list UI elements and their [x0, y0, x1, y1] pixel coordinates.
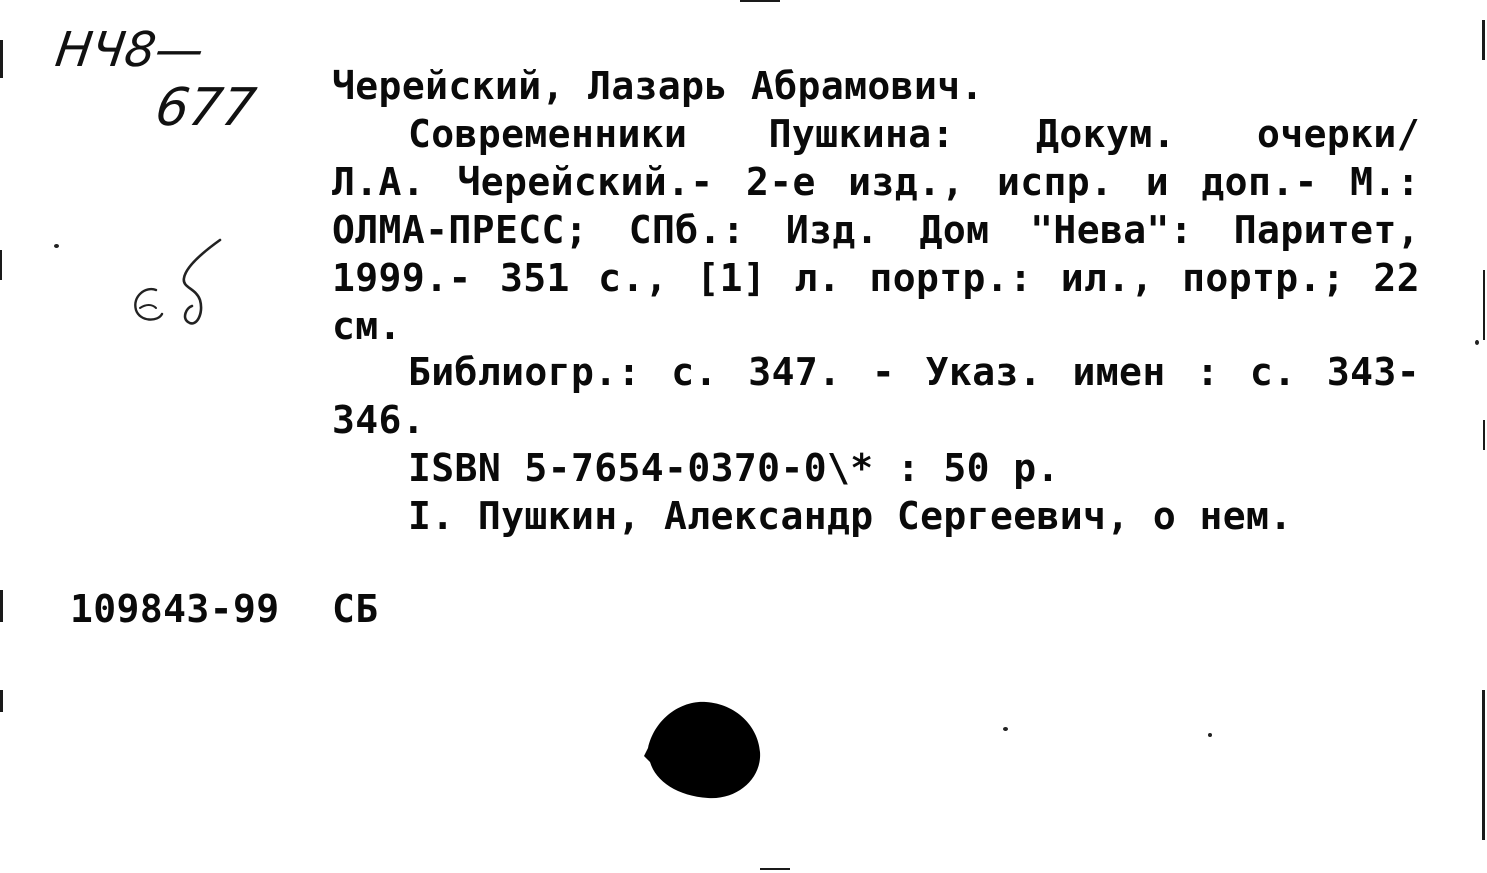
handwritten-mark-icon — [120, 230, 230, 340]
card-body — [332, 62, 1420, 540]
card-edge-mark — [1482, 690, 1485, 840]
punch-hole-icon — [640, 696, 770, 806]
ink-speck — [54, 244, 59, 248]
card-edge-mark — [0, 40, 3, 78]
card-edge-mark — [1482, 20, 1485, 60]
card-edge-mark — [760, 868, 790, 870]
dimensions-line: см. — [332, 304, 402, 348]
bibliography-note: Библиогр.: с. 347. - Указ. имен : с. 343- — [408, 350, 1420, 394]
ink-speck — [1475, 340, 1479, 345]
title-line: Современники Пушкина: Докум. очерки/ — [408, 112, 1420, 156]
shelfmark-line-2: 677 — [151, 78, 260, 138]
shelfmark-line-1: НЧ8— — [52, 22, 208, 78]
accession-code: СБ — [332, 587, 379, 631]
card-edge-mark — [740, 0, 780, 2]
card-edge-mark — [0, 250, 2, 280]
imprint-line: 1999.- 351 с., [1] л. портр.: ил., портр.; 22 — [332, 256, 1420, 300]
card-edge-mark — [0, 590, 3, 622]
bibliography-note-cont: 346. — [332, 398, 426, 442]
ink-speck — [1003, 727, 1008, 731]
subject-line: I. Пушкин, Александр Сергеевич, о нем. — [408, 494, 1293, 538]
isbn-line: ISBN 5-7654-0370-0\* : 50 р. — [408, 446, 1060, 490]
accession-number: 109843-99 — [70, 587, 280, 631]
card-edge-mark — [1483, 420, 1485, 450]
responsibility-line: Л.А. Черейский.- 2-е изд., испр. и доп.- М.: — [332, 160, 1420, 204]
card-edge-mark — [1483, 270, 1485, 340]
ink-speck — [1208, 733, 1212, 737]
author-heading: Черейский, Лазарь Абрамович. — [332, 64, 984, 108]
publisher-line: ОЛМА-ПРЕСС; СПб.: Изд. Дом "Нева": Паритет, — [332, 208, 1420, 252]
card-edge-mark — [0, 690, 3, 712]
